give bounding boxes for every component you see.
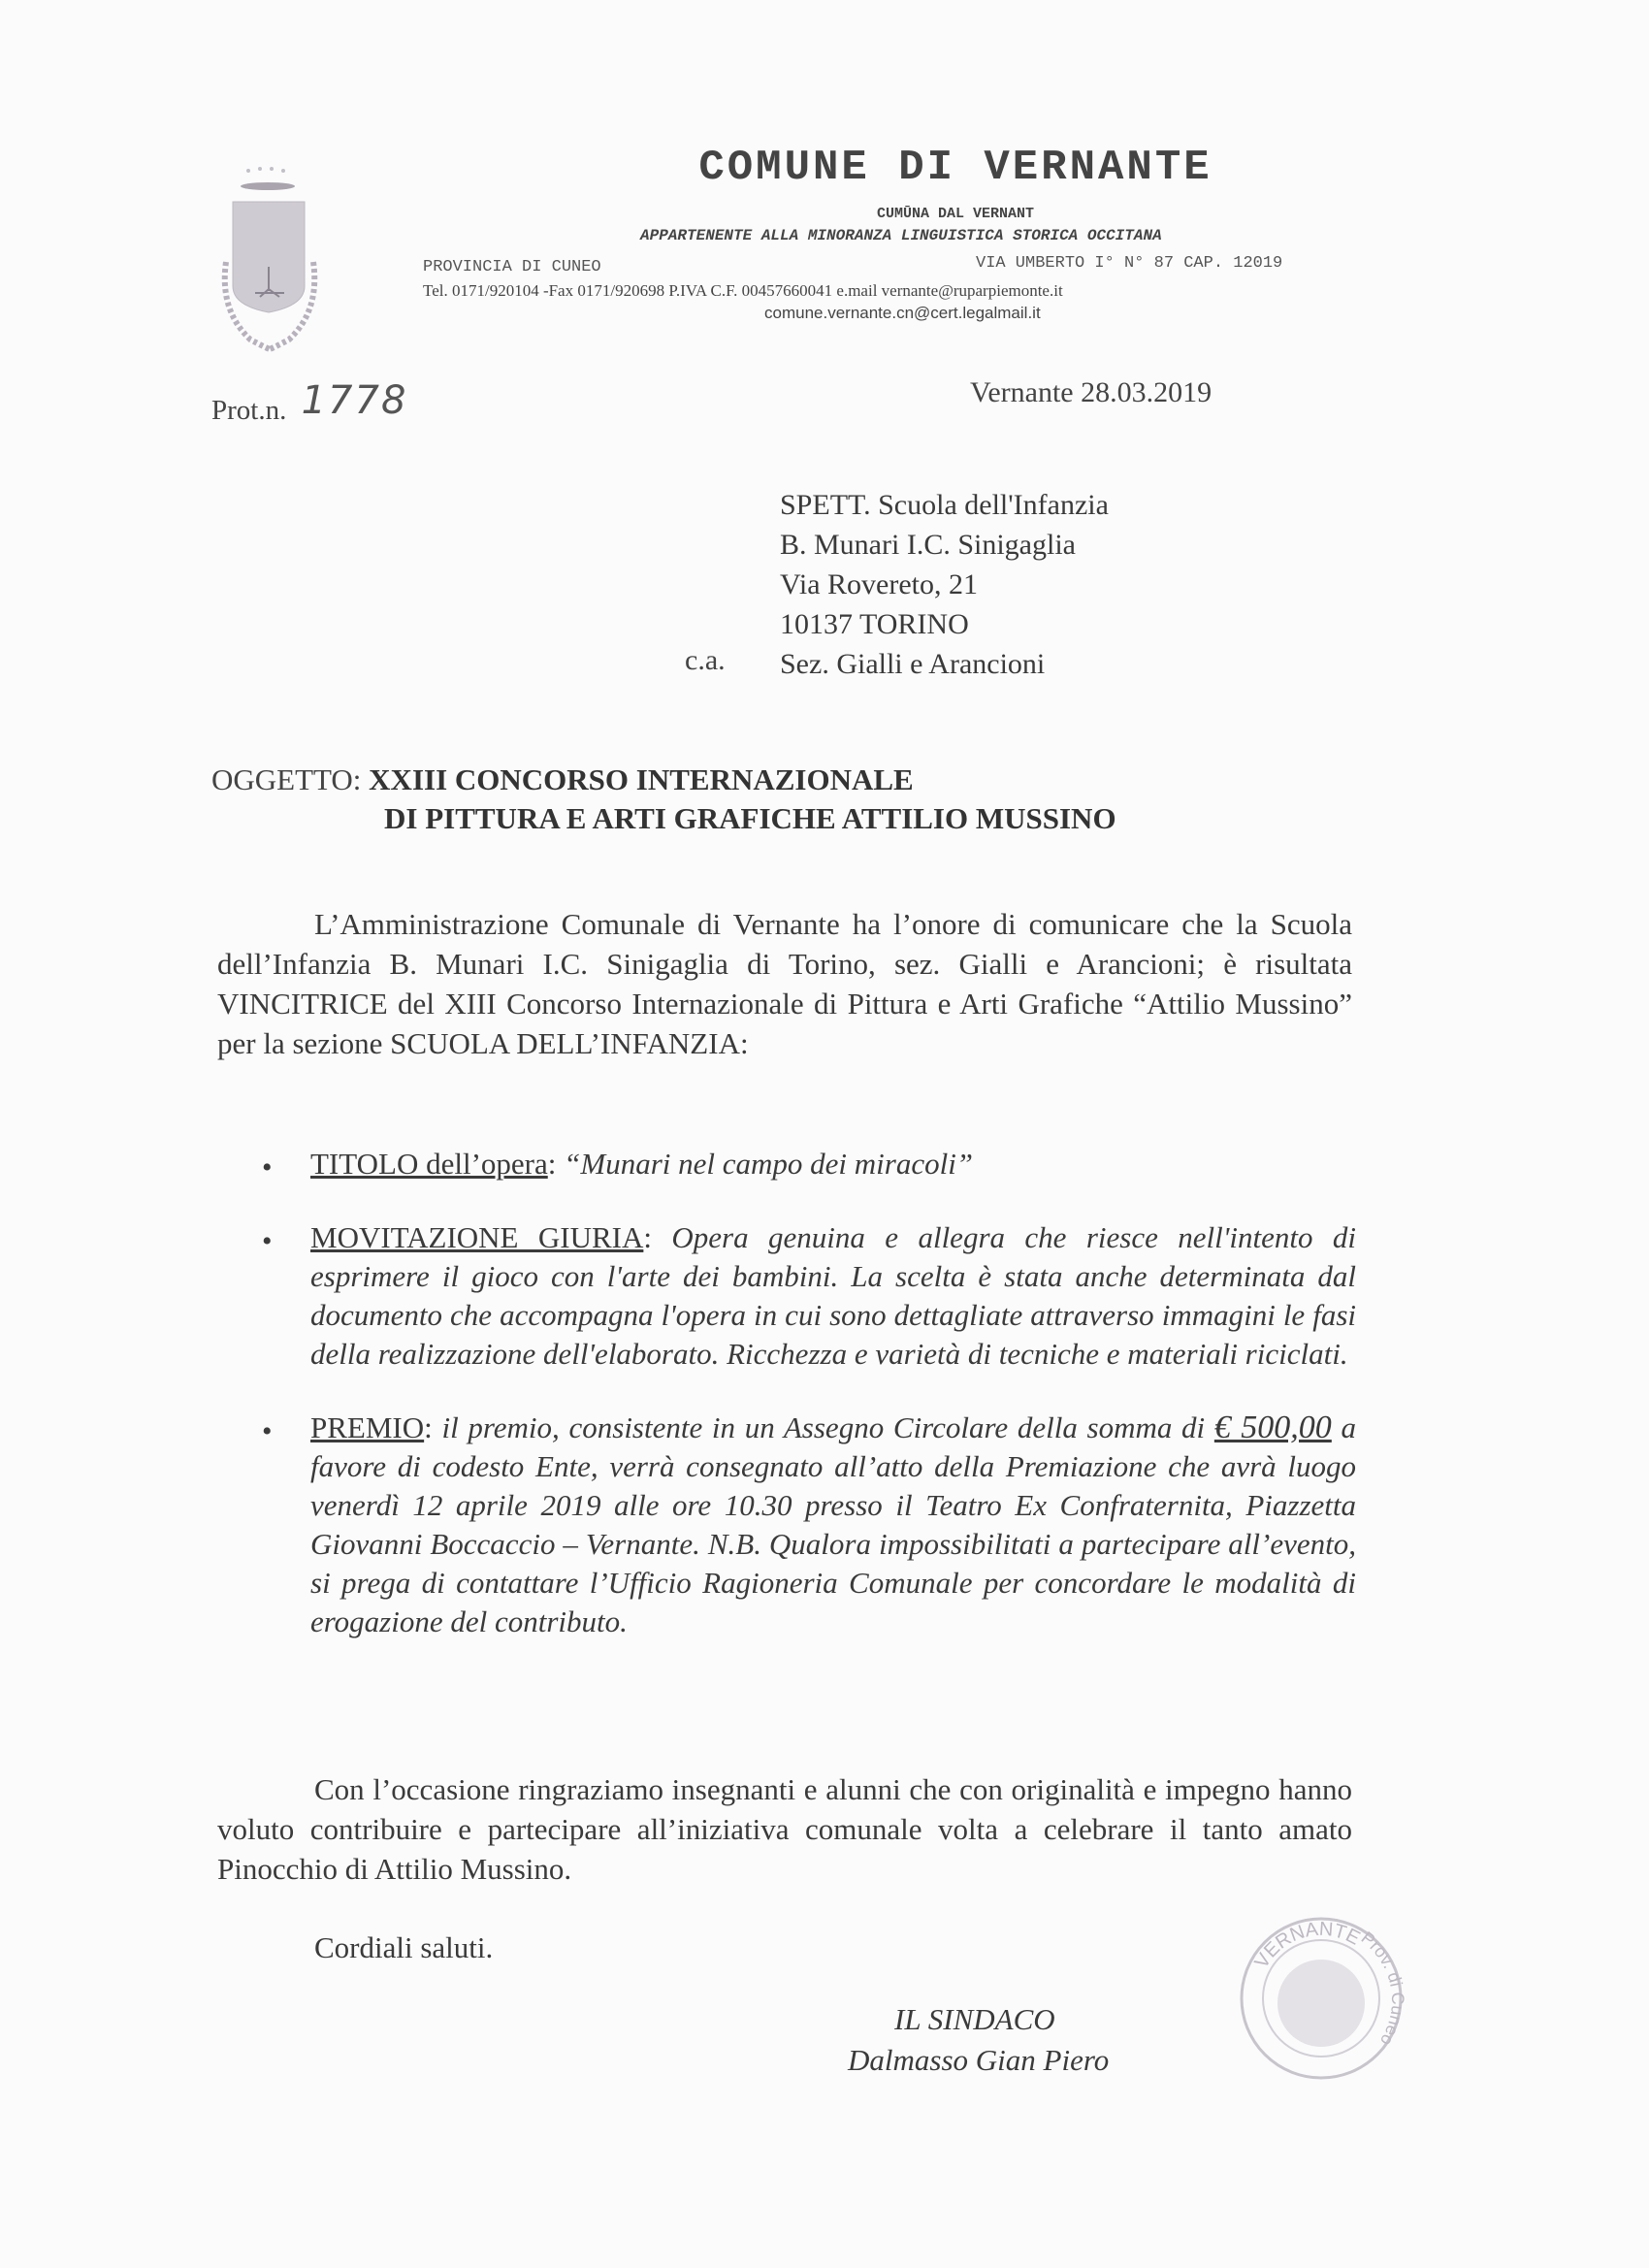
item-value-after: a favore di codesto Ente, verrà consegnato all’atto della Premiazione che avrà luogo venerdì 12 aprile 2019 alle ore 10.30 presso il Teatro Ex Confraternita, Piazzetta Giovanni Boccaccio – Vernante. N.B. Qualora impossibilitati a partecipare all’evento, si prega di contattare l’Ufficio Ragioneria Comunale per concordare le modalità di erogazione del contributo.	[310, 1410, 1357, 1638]
letterhead-title: COMUNE DI VERNANTE	[698, 144, 1212, 192]
official-seal-icon	[1224, 1901, 1418, 2095]
ca-label: c.a.	[685, 644, 726, 676]
addressee-line: Sez. Gialli e Arancioni	[780, 648, 1046, 680]
addressee-line: SPETT. Scuola dell'Infanzia	[780, 489, 1109, 521]
bullet-icon: •	[262, 1225, 273, 1257]
protocol-number	[211, 378, 408, 429]
item-key: TITOLO dell’opera	[310, 1147, 548, 1181]
subject-label: OGGETTO:	[211, 762, 362, 796]
intro-paragraph: L’Amministrazione Comunale di Vernante ha l’onore di comunicare che la Scuola dell’Infanzia B. Munari I.C. Sinigaglia di Torino, sez. Gialli e Arancioni; è risultata VINCITRICE del XIII Concorso Internazionale di Pittura e Arti Grafiche “Attilio Mussino” per la sezione SCUOLA DELL’INFANZIA:	[217, 907, 1352, 1060]
bullet-icon: •	[262, 1151, 273, 1183]
protocol-label: Prot.n.	[211, 395, 287, 426]
prize-amount: € 500,00	[1213, 1409, 1332, 1445]
list-item-prize: • PREMIO: il premio, consistente in un Assegno Circolare della somma di € 500,00 a favore di codesto Ente, verrà consegnato all’atto della Premiazione che avrà luogo venerdì 12 aprile 2019 alle ore 10.30 presso il Teatro Ex Confraternita, Piazzetta Giovanni Boccaccio – Vernante. N.B. Qualora impossibilitati a partecipare all’evento, si prega di contattare l’Ufficio Ragioneria Comunale per concordare le modalità di erogazione del contributo.	[262, 1409, 1357, 1638]
thanks-paragraph: Con l’occasione ringraziamo insegnanti e alunni che con originalità e impegno hanno voluto contribuire e partecipare all’iniziativa comunale volta a celebrare il tanto amato Pinocchio di Attilio Mussino.	[217, 1772, 1352, 1886]
place-date: Vernante 28.03.2019	[970, 376, 1212, 408]
item-value-before: il premio, consistente in un Assegno Circolare della somma di	[441, 1410, 1214, 1444]
letterhead-province: PROVINCIA DI CUNEO	[423, 258, 601, 276]
letterhead-minority-note: APPARTENENTE ALLA MINORANZA LINGUISTICA STORICA OCCITANA	[640, 227, 1162, 244]
signature-title: IL SINDACO	[894, 2002, 1055, 2036]
letterhead-contacts: Tel. 0171/920104 -Fax 0171/920698 P.IVA C.F. 00457660041 e.mail vernante@ruparpiemonte.it	[423, 281, 1063, 300]
addressee-line: B. Munari I.C. Sinigaglia	[780, 529, 1076, 561]
item-key: MOVITAZIONE GIURIA	[310, 1220, 644, 1254]
protocol-handwritten-number: 1778	[301, 378, 408, 423]
seal-text-side: Prov. di Cuneo	[1357, 1928, 1408, 2050]
addressee-block	[780, 485, 1109, 684]
item-key: PREMIO	[310, 1410, 425, 1444]
bullet-icon: •	[262, 1415, 273, 1447]
addressee-line: 10137 TORINO	[780, 608, 969, 640]
item-value: “Munari nel campo dei miracoli”	[564, 1147, 974, 1181]
subject-line-1: XXIII CONCORSO INTERNAZIONALE	[369, 762, 914, 796]
signature-name: Dalmasso Gian Piero	[848, 2043, 1110, 2077]
item-value: Opera genuina e allegra che riesce nell'intento di esprimere il gioco con l'arte dei bambini. La scelta è stata anche determinata dal documento che accompagna l'opera in cui sono dettagliate attraverso immagini le fasi della realizzazione dell'elaborato. Ricchezza e varietà di tecniche e materiali riciclati.	[310, 1220, 1356, 1371]
subject	[211, 761, 1116, 838]
subject-line-2: DI PITTURA E ARTI GRAFICHE ATTILIO MUSSINO	[384, 801, 1116, 835]
addressee-line: Via Rovereto, 21	[780, 568, 978, 600]
letterhead-address: VIA UMBERTO I° N° 87 CAP. 12019	[976, 254, 1283, 273]
list-item-title: • TITOLO dell’opera: “Munari nel campo dei miracoli”	[262, 1145, 1356, 1183]
letterhead-pec-email: comune.vernante.cn@cert.legalmail.it	[764, 304, 1041, 322]
letterhead-occitan-name: CUMŪNA DAL VERNANT	[876, 206, 1035, 222]
list-item-jury-motivation: • MOVITAZIONE GIURIA: Opera genuina e allegra che riesce nell'intento di esprimere il gioco con l'arte dei bambini. La scelta è stata anche determinata dal documento che accompagna l'opera in cui sono dettagliate attraverso immagini le fasi della realizzazione dell'elaborato. Ricchezza e varietà di tecniche e materiali riciclati.	[262, 1220, 1356, 1371]
seal-text-top: VERNANTE	[1250, 1918, 1364, 1973]
closing-greeting: Cordiali saluti.	[314, 1930, 494, 1964]
award-details-list	[262, 1145, 1356, 1676]
